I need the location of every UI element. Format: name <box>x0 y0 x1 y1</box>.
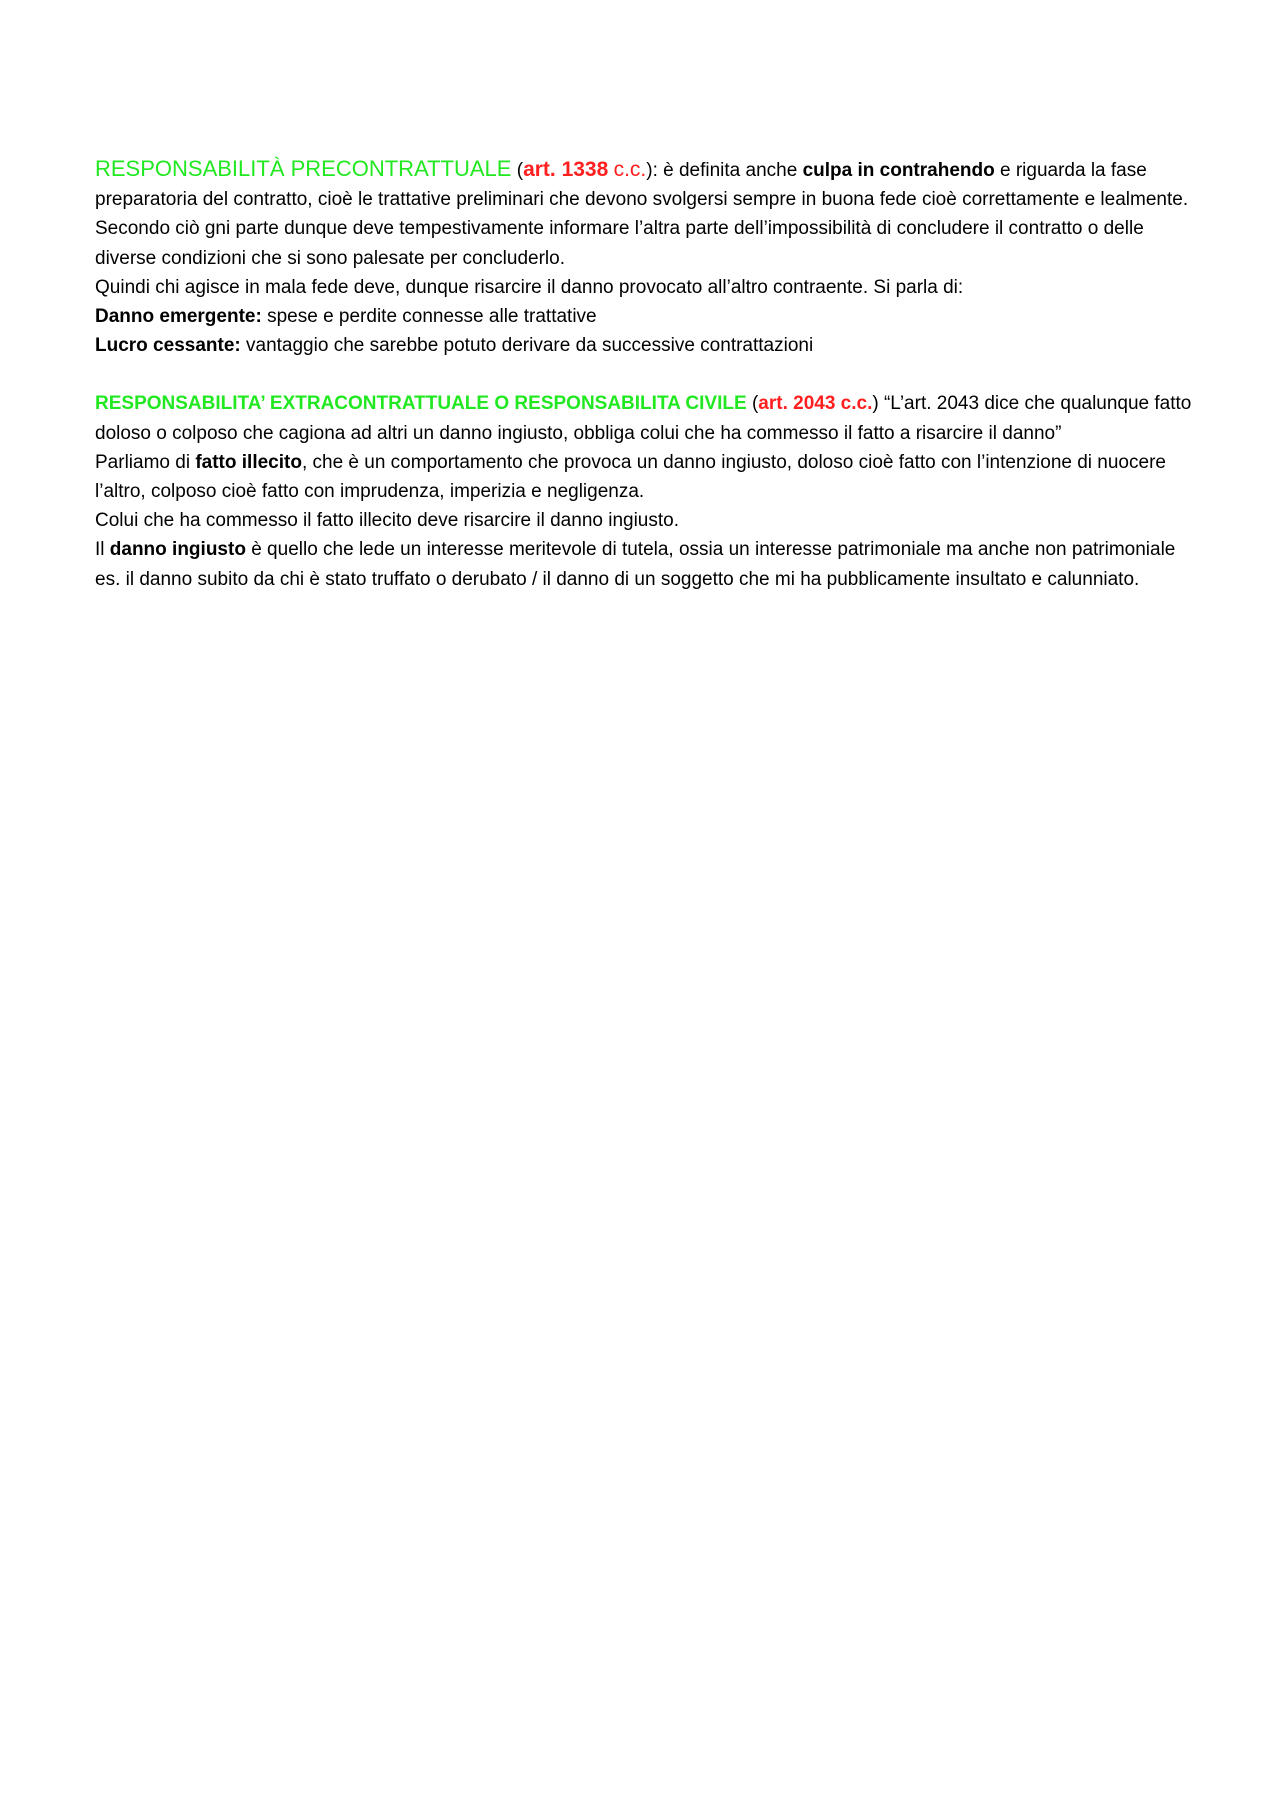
section2-close: ) <box>872 393 879 415</box>
section2-quote: “L’art. 2043 dice che qualunque fatto doloso o colposo che cagiona ad altri un danno ingiusto, obbliga colui che ha commesso il fatto a risarcire il danno” <box>95 393 1192 444</box>
section1-body3: Quindi chi agisce in mala fede deve, dunque risarcire il danno provocato all’altro contraente. Si parla di: <box>95 276 964 298</box>
section2-p1-post: , che è un comportamento che provoca un danno ingiusto, doloso cioè fatto con l’intenzione di nuocere l’altro, colposo cioè fatto con imprudenza, imperizia e negligenza. <box>95 451 1166 503</box>
section1-item2-label: Lucro cessante: <box>95 335 241 357</box>
section1-body1: e riguarda la fase preparatoria del contratto, cioè le trattative preliminari che devono svolgersi sempre in buona fede cioè correttamente e lealmente. <box>95 160 1189 211</box>
section2-p1-term: fatto illecito <box>195 451 302 473</box>
section2-heading: RESPONSABILITA’ EXTRACONTRATTUALE O RESPONSABILITA CIVILE <box>95 393 747 415</box>
section2-article: art. 2043 c.c. <box>758 393 873 415</box>
section1-item2 <box>95 331 1205 360</box>
section2-p3-term: danno ingiusto <box>109 539 246 561</box>
section1-body2: Secondo ciò gni parte dunque deve tempestivamente informare l’altra parte dell’impossibilità di concludere il contratto o delle diverse condizioni che si sono palesate per concluderlo. <box>95 218 1144 269</box>
section1-item1-label: Danno emergente: <box>95 306 262 328</box>
section1-heading: RESPONSABILITÀ PRECONTRATTUALE <box>95 156 512 181</box>
section1-article: art. 1338 <box>523 158 609 181</box>
section1-code: c.c. <box>613 158 647 181</box>
section2-open-paren: ( <box>746 393 759 415</box>
section2-p3 <box>95 535 1205 593</box>
section2-p2: Colui che ha commesso il fatto illecito deve risarcire il danno ingiusto. <box>95 510 679 532</box>
section2-p1 <box>95 448 1205 506</box>
section2-p3-pre: Il <box>95 539 110 561</box>
section2-p3-post: è quello che lede un interesse meritevole di tutela, ossia un interesse patrimoniale ma anche non patrimoniale es. il danno subito da chi è stato truffato o derubato / il danno di un soggetto che mi ha pubblicamente insultato e calunniato. <box>95 539 1176 590</box>
section-gap <box>95 360 1205 389</box>
section2-paragraph <box>95 389 1205 447</box>
section1-paragraph <box>95 154 1205 214</box>
document-page <box>95 154 1205 594</box>
section1-close: ): <box>646 160 658 181</box>
section2-p1-pre: Parliamo di <box>95 451 196 473</box>
section1-item1-text: spese e perdite connesse alle trattative <box>261 306 597 328</box>
section1-item2-text: vantaggio che sarebbe potuto derivare da successive contrattazioni <box>240 335 814 357</box>
section1-item1 <box>95 302 1205 331</box>
section1-intro: è definita anche <box>657 160 803 181</box>
section1-open-paren: ( <box>516 160 524 181</box>
section1-term: culpa in contrahendo <box>802 160 995 181</box>
